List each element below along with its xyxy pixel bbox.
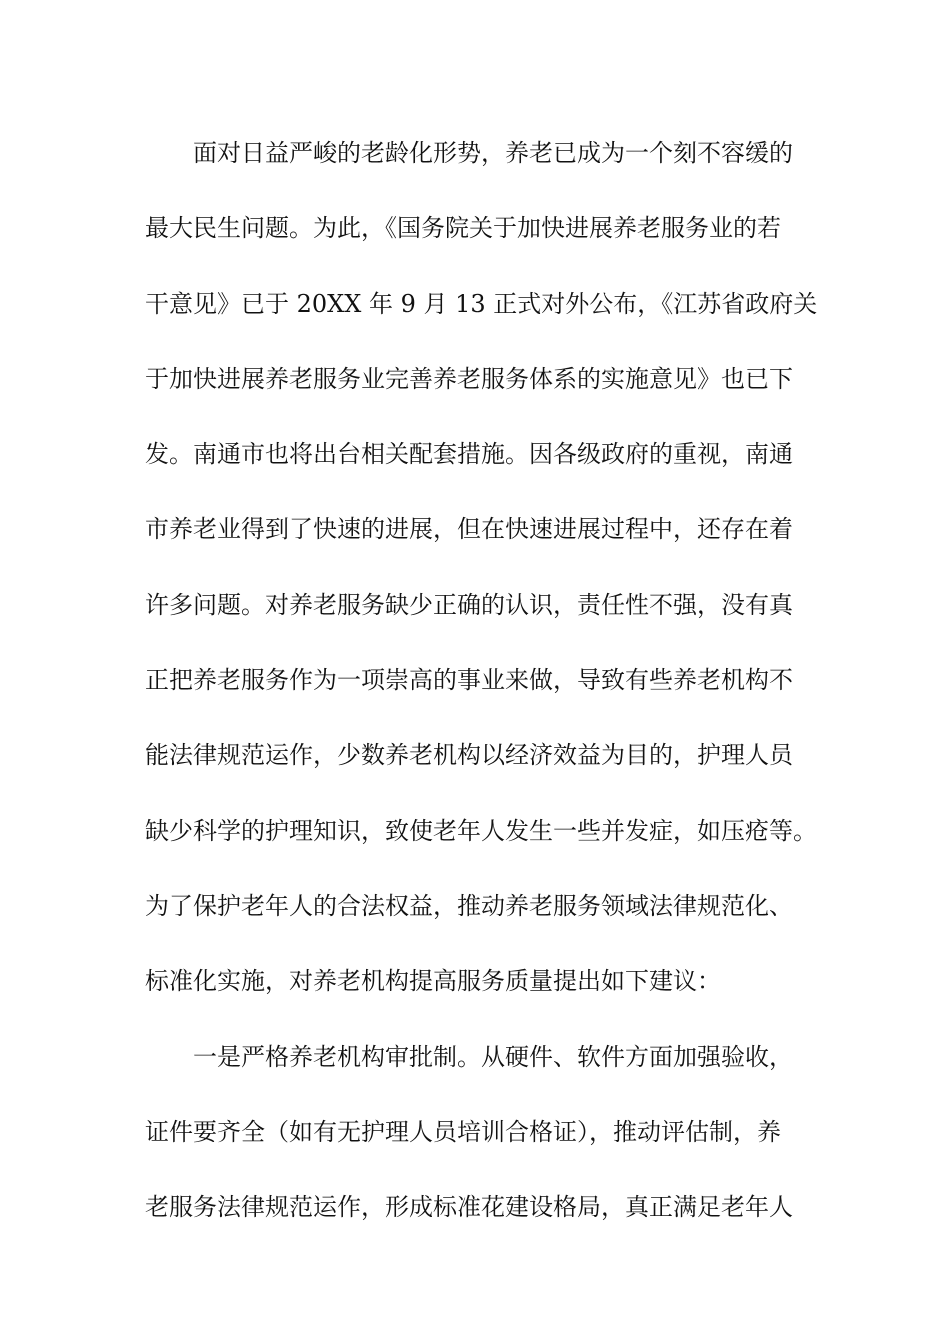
- paragraph-1-line-11: 为了保护老年人的合法权益，推动养老服务领域法律规范化、: [145, 891, 793, 920]
- paragraph-1-line-5: 发。南通市也将出台相关配套措施。因各级政府的重视，南通: [145, 440, 793, 469]
- paragraph-1-line-9: 能法律规范运作，少数养老机构以经济效益为目的，护理人员: [145, 741, 793, 770]
- paragraph-2-line-1: 一是严格养老机构审批制。从硬件、软件方面加强验收，: [193, 1042, 793, 1071]
- paragraph-1-line-12: 标准化实施，对养老机构提高服务质量提出如下建议：: [145, 967, 721, 996]
- paragraph-1-line-10: 缺少科学的护理知识，致使老年人发生一些并发症，如压疮等。: [145, 816, 817, 845]
- paragraph-1-line-1: 面对日益严峻的老龄化形势，养老已成为一个刻不容缓的: [193, 139, 793, 167]
- paragraph-1-line-4: 于加快进展养老服务业完善养老服务体系的实施意见》也已下: [145, 364, 793, 393]
- paragraph-1-line-2: 最大民生问题。为此，《国务院关于加快进展养老服务业的若: [145, 214, 781, 243]
- paragraph-2-line-3: 老服务法律规范运作，形成标准花建设格局，真正满足老年人: [145, 1193, 793, 1222]
- paragraph-1-line-7: 许多问题。对养老服务缺少正确的认识，责任性不强，没有真: [145, 590, 793, 619]
- document-body: [145, 126, 818, 1255]
- paragraph-1-line-3: 干意见》已于 20XX 年 9 月 13 正式对外公布，《江苏省政府关: [145, 289, 818, 318]
- paragraph-1-line-6: 市养老业得到了快速的进展，但在快速进展过程中，还存在着: [145, 515, 793, 544]
- paragraph-1-line-8: 正把养老服务作为一项崇高的事业来做，导致有些养老机构不: [145, 666, 793, 695]
- paragraph-2-line-2: 证件要齐全（如有无护理人员培训合格证），推动评估制，养: [145, 1117, 781, 1146]
